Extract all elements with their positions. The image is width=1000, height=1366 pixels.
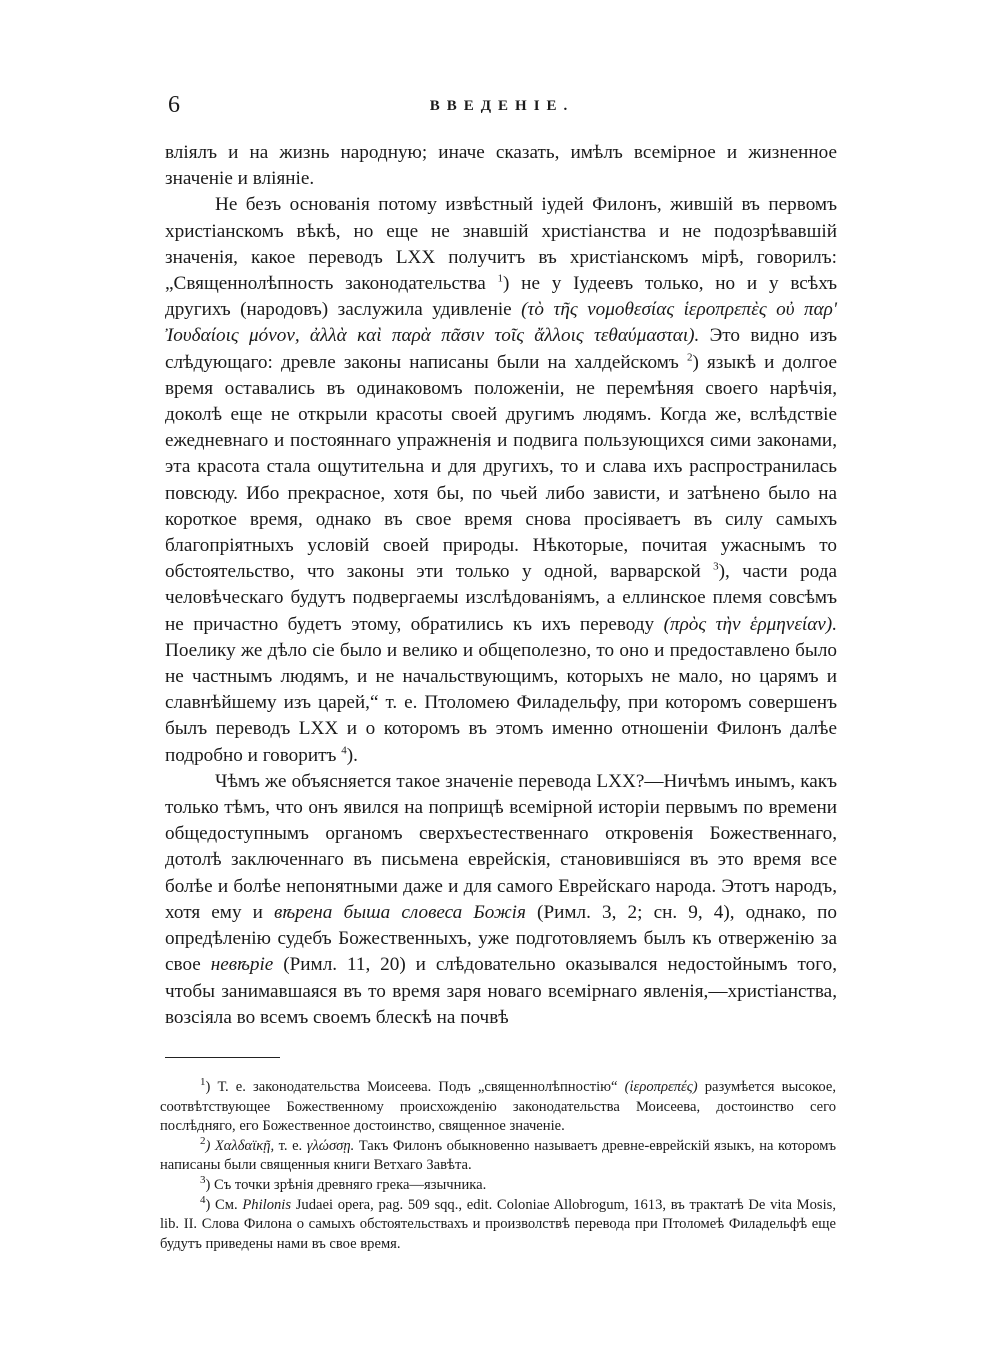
paragraph-2-text-g: ). [346,744,358,766]
footnote-3-mark: 3 [200,1174,206,1187]
footnote-4-emphasis: Philonis [242,1196,292,1213]
paragraph-3-text-a: Чѣмъ же объясняется такое значеніе перевода LXX?—Ничѣмъ инымъ, какъ только тѣмъ, что онъ явился на поприщѣ всемірной исторіи первымъ по времени общедоступнымъ органомъ сверхъестественнаго откровенія Божественнаго, дотолѣ заключеннаго въ письмена еврейскія, становившіяся въ это время все болѣе и болѣе непонятными даже и для самого Еврейскаго народа. Этотъ народъ, хотя ему и [165,770,837,923]
footnote-2-greek-2: γλώσσῃ. [306,1137,355,1154]
paragraph-2-text-f: Поелику же дѣло сіе было и велико и общеполезно, то оно и предоставлено было не частнымъ людямъ, и не начальствующимъ, которыхъ не мало, но царямъ и славнѣйшему изъ царей,“ т. е. Птоломею Филадельфу, при которомъ совершенъ былъ переводъ LXX и о которомъ въ этомъ именно отношеніи Филонъ далѣе подробно и говоритъ [165,639,837,766]
footnote-2 [160,1134,837,1176]
paragraph-2 [165,192,837,768]
footnote-1-greek: (ἱεροπρεπές) [624,1079,698,1095]
paragraph-2-text-e: ), части рода человѣческаго будутъ подвергаемы изслѣдованіямъ, а еллинское племя совсѣмъ не причастно будетъ этому, обратились къ ихъ переводу [165,561,838,635]
paragraph-2-text-b: ) не у Іудеевъ только, но и у всѣхъ другихъ (народовъ) заслужила удивленіе [165,273,837,321]
footnote-4-mark: 4 [200,1193,206,1206]
paragraph-2-text-d: ) языкѣ и долгое время оставались въ одинаковомъ положеніи, не перемѣняя своего нарѣчія, доколѣ еще не открыли красоты своей другимъ людямъ. Когда же, вслѣдствіе ежедневнаго и постояннаго упражненія и подвига пользующихся сими законами, эта красота стала ощутительна и для другихъ, то и слава ихъ распространилась повсюду. Ибо прекрасное, хотя бы, по чьей либо зависти, и затѣнено было на короткое время, однако въ свое время снова просіяваетъ въ силу самыхъ благопріятныхъ условій своей природы. Нѣкоторые, почитая ужаснымъ то обстоятельство, что законы эти только у одной, варварской [165,351,838,583]
greek-quote-2: (πρὸς τὴν ἑρμηνείαν). [663,613,837,635]
footnote-ref-1: 1 [497,272,504,285]
footnote-ref-3: 3 [713,560,719,573]
footnote-divider [165,1057,280,1058]
running-title: ВВЕДЕНІЕ. [429,98,575,114]
page-header [168,92,836,122]
footnote-4-text-b: Judaei opera, pag. 509 sqq., edit. Coloniae Allobrogum, 1613, въ трактатѣ De vita Mosis, lib. II. Слова Филона о самыхъ обстоятельствахъ и произволствѣ перевода при Птоломеѣ Филадельфѣ еще будутъ приведены нами въ свое время. [160,1196,836,1252]
footnote-2-text-b: Такъ Филонъ обыкновенно называетъ древне-еврейскій языкъ, на которомъ написаны были священныя книги Ветхаго Завѣта. [160,1137,837,1174]
footnote-3-text-a: ) Съ точки зрѣнія древняго грека—язычника. [205,1176,487,1193]
emphasis-1: вѣрена быша словеса Божія [274,901,526,923]
emphasis-2: невѣріе [210,954,274,976]
page-number: 6 [168,92,180,118]
footnote-4-text-a: ) См. [205,1196,243,1213]
paragraph-3 [165,769,837,1031]
footnote-4 [160,1193,836,1255]
footnote-2-greek-1: ) Χαλδαϊκῇ, [205,1137,275,1154]
main-text [165,140,837,1031]
paragraph-2-text-c: Это видно изъ слѣдующаго: древле законы написаны были на халдейскомъ [165,325,837,373]
paragraph-3-text-c: (Римл. 11, 20) и слѣдовательно оказывался недостойнымъ того, чтобы занимавшаяся въ то время заря новаго всемірнаго явленія,—христіанства, возсіяла во всемъ своемъ блескѣ на почвѣ [165,954,837,1028]
footnote-2-mark: 2 [200,1134,206,1147]
footnote-ref-2: 2 [686,351,693,364]
footnote-3 [160,1176,836,1196]
paragraph-2-text-a: Не безъ основанія потому извѣстный іудей Филонъ, жившій въ первомъ христіанскомъ вѣкѣ, но еще не знавшій христіанства и не подозрѣвавшій значенія, какое переводъ LXX получитъ въ христіанскомъ мірѣ, говорилъ: „Священнолѣпность законодательства [165,194,837,295]
footnotes [160,1078,836,1254]
paragraph-3-text-b: (Римл. 3, 2; сн. 9, 4), однако, по опредѣленію судебъ Божественныхъ, уже подготовляемъ былъ къ отверженію за свое [165,901,837,976]
footnote-2-text-a: т. е. [274,1137,307,1154]
footnote-1 [160,1078,836,1137]
greek-quote-1: (τὸ τῆς νομοθεσίας ἱεροπρεπὲς οὐ παρ' Ἰουδαίοις μόνον, ἀλλὰ καὶ παρὰ πᾶσιν τοῖς ἄλλοις τεθαύμασται). [165,299,837,347]
footnote-1-text-a: ) Т. е. законодательства Моисеева. Подъ „священнолѣпностію“ [205,1079,625,1095]
footnote-1-text-b: разумѣется высокое, соотвѣтствующее Божественному происхожденію законодательства Моисеева, достоинство сего послѣдняго, его Божественное достоинство, священное значеніе. [160,1079,836,1135]
footnote-ref-4: 4 [341,744,347,757]
footnote-1-mark: 1 [200,1076,206,1089]
paragraph-1: вліялъ и на жизнь народную; иначе сказать, имѣлъ всемірное и жизненное значеніе и вліяніе. [165,142,837,190]
